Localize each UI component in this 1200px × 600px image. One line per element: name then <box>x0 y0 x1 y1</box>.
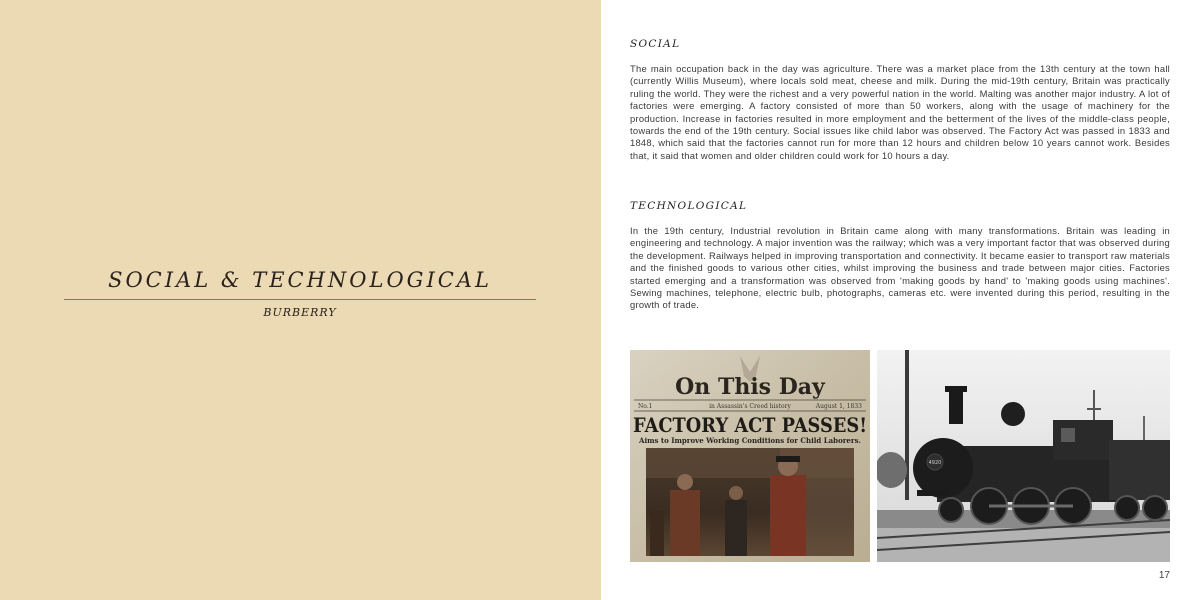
newspaper-headline: FACTORY ACT PASSES! <box>633 413 867 437</box>
right-page <box>601 0 1200 600</box>
section-text-technological: In the 19th century, Industrial revolution in Britain came along with many transformations. Britain was leading in engineering and technology. A major invention was the railway; which was a very important factor that was observed during the development. Railways helped in improving transportation and connectivity. It became easier to transport raw materials and the finished goods to various other cities, whilst improving the business and trade between major cities. Factories started emerging and a transformation was observed from 'making goods by hand' to 'making goods using machines'. Sewing machines, telephone, electric bulb, photographs, cameras etc. were invented during this period, resulting in the growth of trade. <box>630 225 1170 311</box>
newspaper-image <box>630 350 870 562</box>
locomotive-number: 4920 <box>928 460 942 466</box>
page-title: SOCIAL & TECHNOLOGICAL <box>108 268 492 292</box>
section-heading-technological: TECHNOLOGICAL <box>630 200 748 212</box>
locomotive-photo <box>877 350 1170 562</box>
page-number: 17 <box>1158 570 1170 581</box>
newspaper-scene-illustration <box>646 448 854 556</box>
brand-subtitle: BURBERRY <box>263 306 337 319</box>
newspaper-subheadline: Aims to Improve Working Conditions for Child Laborers. <box>639 436 861 445</box>
section-heading-social: SOCIAL <box>630 38 681 50</box>
newspaper-date: August 1, 1833 <box>815 403 862 410</box>
section-text-social: The main occupation back in the day was agriculture. There was a market place from the 13th century at the town hall (currently Willis Museum), where locals sold meat, cheese and milk. During the mid-19th century, Britain was practically ruling the world. They were the richest and a very powerful nation in the world. Malting was another major industry. A lot of factories were emerging. A factory consisted of more than 50 workers, along with the usage of machinery for the production. Increase in factories resulted in more employment and the betterment of the lives of the middle-class people, towards the end of the 19th century. Social issues like child labor was observed. The Factory Act was passed in 1833 and 1848, which said that the factories cannot run for more than 12 hours and children below 10 years cannot work. Besides that, it said that women and older children could work for 10 hours a day. <box>630 63 1170 161</box>
newspaper-issue: No.1 <box>638 403 653 410</box>
newspaper-source: in Assassin's Creed history <box>709 403 791 410</box>
title-divider <box>64 299 536 300</box>
newspaper-masthead: On This Day <box>675 374 825 400</box>
